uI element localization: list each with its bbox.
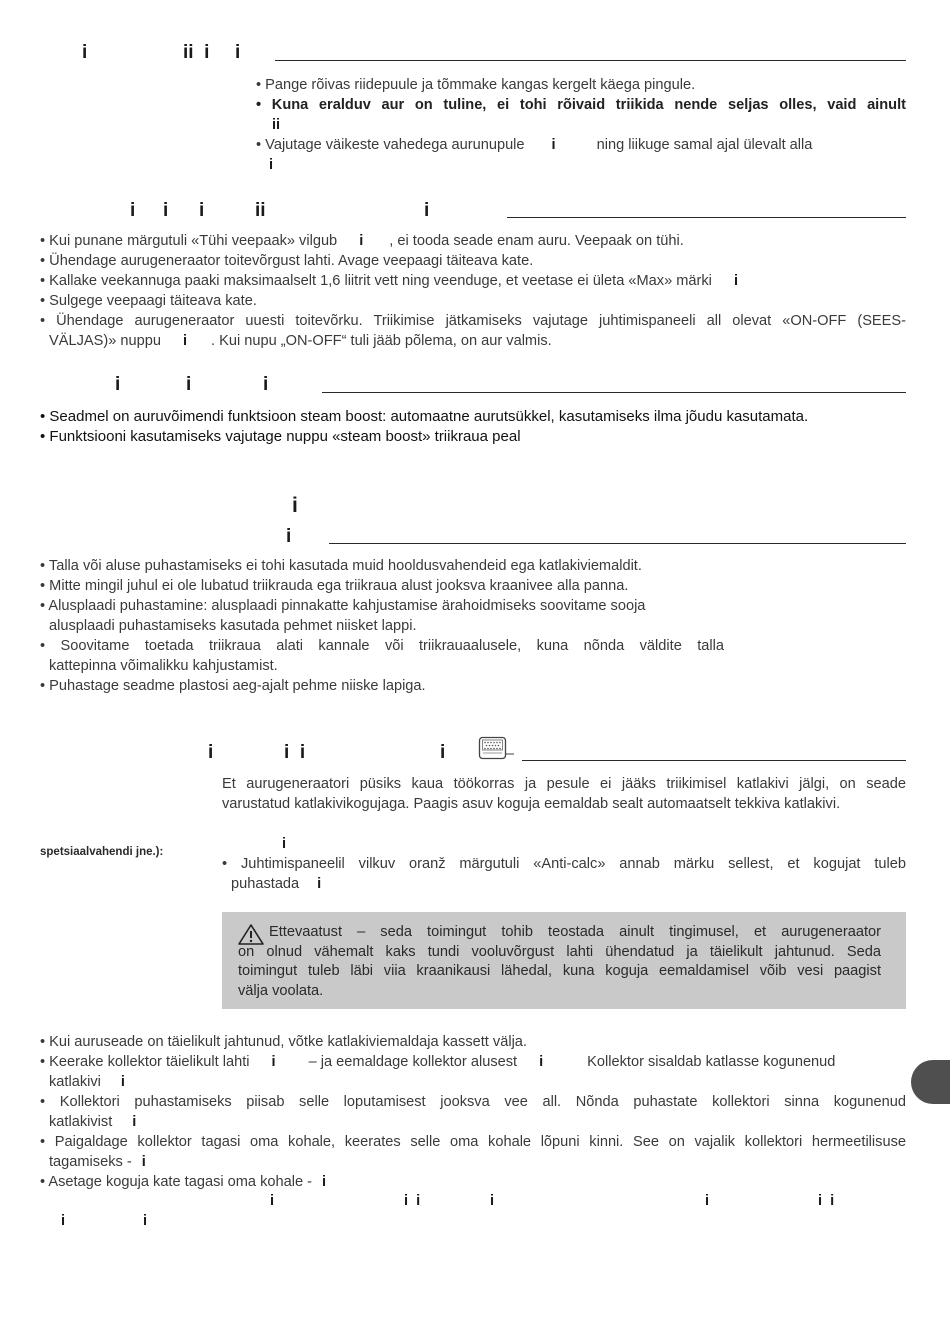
letter-fragment: i i <box>818 1193 835 1209</box>
warning-text-line: välja voolata. <box>238 982 324 999</box>
section-4-text <box>40 556 724 696</box>
heading-fragment: i <box>163 200 169 221</box>
list-item: • Kollektori puhastamiseks piisab selle loputamisest jooksva vee all. Nõnda puhastate kollektori sinna kogunenud <box>40 1094 906 1110</box>
section-5-bullet <box>222 854 906 894</box>
section-5-steps <box>40 1032 906 1192</box>
list-item: • Kui auruseade on täielikult jahtunud, võtke katlakiviemaldaja kassett välja. <box>40 1034 527 1050</box>
list-item: • Mitte mingil juhul ei ole lubatud triikrauda ega triikraua alust jooksva kraanivee alla panna. <box>40 578 629 594</box>
list-item: • Funktsiooni kasutamiseks vajutage nuppu «steam boost» triikraua peal <box>40 428 521 445</box>
anti-calc-collector-icon <box>478 736 518 762</box>
list-item: • Ühendage aurugeneraator toitevõrgust lahti. Avage veepaagi täiteava kate. <box>40 253 534 269</box>
section-3-heading <box>115 374 285 398</box>
heading-fragment: i <box>263 374 269 395</box>
section-1-heading <box>82 42 272 66</box>
warning-text-line: on olnud vähemalt kaks tundi vooluvõrgust lahti ühendatud ja täielikult jahtunud. Seda <box>238 943 881 960</box>
section-5-heading <box>208 742 458 766</box>
list-item: • Soovitame toetada triikraua alati kannale või triikrauaalusele, kuna nõnda väldite talla <box>40 638 724 654</box>
list-item: • Kui punane märgutuli «Tühi veepaak» vilgub i , ei tooda seade enam auru. Veepaak on tühi. <box>40 233 684 249</box>
letter-fragment: i <box>282 836 287 852</box>
letter-fragment: i <box>143 1213 148 1229</box>
letter-fragment: i <box>539 1054 544 1070</box>
section-2-text <box>40 231 906 351</box>
heading-fragment: i <box>424 200 430 221</box>
letter-fragment: i i <box>404 1193 421 1209</box>
list-item: • Kuna eralduv aur on tuline, ei tohi rõivaid triikida nende seljas olles, vaid ainult <box>256 97 906 113</box>
heading-fragment: i <box>115 374 121 395</box>
list-item: • Juhtimispaneelil vilkuv oranž märgutuli «Anti-calc» annab märku sellest, et kogujat tuleb <box>222 856 906 872</box>
list-item: • Paigaldage kollektor tagasi oma kohale, keerates selle oma kohale lõpuni kinni. See on vajalik kollektori hermeetilisuse <box>40 1134 906 1150</box>
letter-fragment: i <box>551 137 556 153</box>
list-item-continuation: kattepinna võimalikku kahjustamist. <box>49 658 278 674</box>
heading-fragment: i <box>199 200 205 221</box>
letter-fragment: i <box>317 876 322 892</box>
heading-fragment: i <box>235 42 241 63</box>
heading-fragment: ii <box>255 200 266 221</box>
list-item: • Asetage koguja kate tagasi oma kohale - i <box>40 1174 327 1190</box>
warning-note <box>222 912 906 1009</box>
paragraph-line: varustatud katlakivikogujaga. Paagis asuv koguja eemaldab sealt automaatselt tekkiva katlakivi. <box>222 796 841 812</box>
heading-fragment: i <box>186 374 192 395</box>
list-item-continuation: alusplaadi puhastamiseks kasutada pehmet niisket lappi. <box>49 618 417 634</box>
letter-fragment: i <box>270 1193 275 1209</box>
section-5-intro <box>222 774 906 814</box>
letter-fragment: i <box>132 1114 137 1130</box>
list-item-continuation: katlakivist i <box>49 1114 137 1130</box>
list-item: • Keerake kollektor täielikult lahti i – ja eemaldage kollektor alusest i Kollektor sisaldab katlasse kogunenud <box>40 1054 836 1070</box>
warning-text-line: toimingut tuleb läbi viia kraanikausi lähedal, kuna koguja eemaldamisel võib vesi paagist <box>238 963 881 979</box>
section-2-heading <box>130 200 440 224</box>
section-divider <box>275 60 906 61</box>
section-4-heading-top: i <box>292 494 298 517</box>
list-item-continuation: puhastada i <box>231 876 322 892</box>
list-item-continuation: VÄLJAS)» nuppu i . Kui nupu „ON-OFF“ tuli jääb põlema, on aur valmis. <box>49 333 552 349</box>
list-item-continuation: katlakivi i <box>49 1074 125 1090</box>
section-3-bullets <box>40 407 906 447</box>
list-item: • Sulgege veepaagi täiteava kate. <box>40 293 257 309</box>
section-divider <box>322 392 906 393</box>
letter-fragment: i <box>120 1074 125 1090</box>
letter-fragment: ii <box>272 117 281 133</box>
list-item: • Talla või aluse puhastamiseks ei tohi kasutada muid hooldusvahendeid ega katlakiviemaldit. <box>40 558 642 574</box>
paragraph-line: Et aurugeneraatori püsiks kaua töökorras ja pesule ei jääks triikimisel katlakivi jälgi, on seade <box>222 776 906 792</box>
letter-fragment: i <box>269 157 274 173</box>
letter-fragment: i <box>271 1054 276 1070</box>
section-1-bullets <box>256 75 906 175</box>
list-item: • Alusplaadi puhastamine: alusplaadi pinnakatte kahjustamise ärahoidmiseks soovitame sooja <box>40 598 646 614</box>
heading-fragment: i <box>208 742 214 763</box>
letter-fragment: i <box>705 1193 710 1209</box>
heading-fragment: i <box>440 742 446 763</box>
letter-fragment: i <box>733 273 738 289</box>
list-item: • Seadmel on auruvõimendi funktsioon steam boost: automaatne aurutsükkel, kasutamiseks ilma jõudu kasutamata. <box>40 408 809 425</box>
heading-fragment: i <box>82 42 88 63</box>
side-label: spetsiaalvahendi jne.): <box>40 846 164 858</box>
heading-fragment: ii i <box>183 42 210 63</box>
warning-text-line: Ettevaatust – seda toimingut tohib teostada ainult tingimusel, et aurugeneraator <box>269 924 881 940</box>
trailing-fragments <box>0 1191 950 1235</box>
heading-fragment: i <box>130 200 136 221</box>
letter-fragment: i <box>490 1193 495 1209</box>
page-tab-marker <box>911 1060 950 1104</box>
heading-fragment: i i <box>284 742 306 763</box>
list-item: • Ühendage aurugeneraator uuesti toitevõrku. Triikimise jätkamiseks vajutage juhtimispaneeli all olevat «ON-OFF (SEES- <box>40 313 906 329</box>
list-item-continuation: tagamiseks - i <box>49 1154 146 1170</box>
letter-fragment: i <box>322 1174 327 1190</box>
section-divider <box>507 217 906 218</box>
section-divider <box>329 543 906 544</box>
letter-fragment: i <box>61 1213 66 1229</box>
list-item: • Kallake veekannuga paaki maksimaalselt 1,6 liitrit vett ning veenduge, et veetase ei ületa «Max» märki i <box>40 273 738 289</box>
section-divider <box>522 760 906 761</box>
letter-fragment: i <box>141 1154 146 1170</box>
list-item: • Puhastage seadme plastosi aeg-ajalt pehme niiske lapiga. <box>40 678 426 694</box>
section-4-heading: i <box>286 526 292 547</box>
list-item: • Pange rõivas riidepuule ja tõmmake kangas kergelt käega pingule. <box>256 77 696 93</box>
letter-fragment: i <box>359 233 364 249</box>
letter-fragment: i <box>182 333 188 349</box>
list-item: • Vajutage väikeste vahedega aurunupule i ning liikuge samal ajal ülevalt alla <box>256 137 813 153</box>
